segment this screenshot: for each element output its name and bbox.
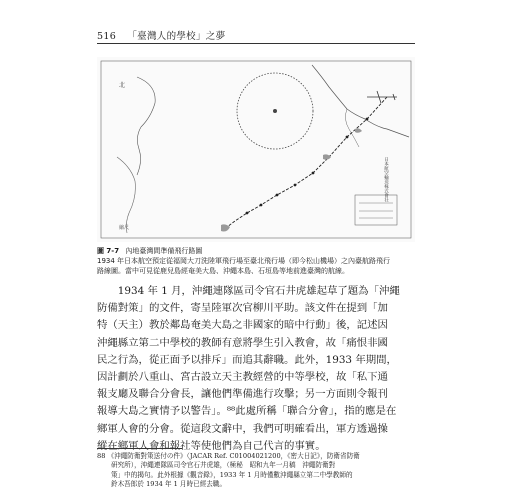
body-line: 1934 年 1 月，沖繩連隊區司令官石井虎雄起草了題為「沖繩: [117, 285, 400, 297]
body-line: 特（天主）教於鄰島奄美大島之非國家的暗中行動」後，記述因: [97, 319, 388, 332]
body-line: 民之行為，從正面予以排斥」而追其辭職。此外，1933 年期間，: [97, 353, 397, 366]
map-scale-note: 縮尺: [119, 225, 130, 231]
page-number: 516: [97, 31, 117, 42]
figure-title: 內地臺灣間準備飛行路圖: [125, 247, 203, 255]
figure-caption: [97, 246, 417, 276]
footnote-line: 88 《沖繩防衛對策送付の件》（JACAR Ref. C01004021200，《密大日記》，防衛省防衛: [97, 452, 360, 460]
map-north-note: 北: [119, 82, 126, 89]
body-line: 防備對策」的文件，寄呈陸軍次官柳川平助。該文件在提到「加: [97, 302, 388, 315]
body-line: 因計劃於八重山、宮古設立天主教經營的中等學校，故「私下通: [97, 371, 388, 384]
running-header: [97, 28, 225, 42]
figure-number: 圖 7-7: [97, 247, 120, 255]
footnote-line: 鈴木吾郎於 1934 年 1 月時已經去職。: [111, 480, 227, 489]
flight-route-map: [97, 57, 415, 242]
footnote-line: 研究所），沖繩連隊區司令官石井虎雄，（極秘 昭和九年一月稿 沖繩防衛對: [111, 461, 336, 470]
body-line: 鄉軍人會的分會。從這段文辭中，我們可明確看出，軍方透過操: [97, 422, 388, 435]
footnote: [97, 452, 417, 490]
running-title: 「臺灣人的學校」之夢: [127, 31, 226, 42]
footnote-rule: [97, 448, 182, 449]
caption-line: 1934 年日本航空預定從福岡大刀洗陸軍飛行場至臺北飛行場（即今松山機場）之內臺航路飛行: [97, 257, 391, 265]
body-line: 報導大島之實情予以警告」。⁸⁸此處所稱「聯合分會」，指的應是在: [97, 405, 397, 418]
header-rule: [97, 43, 415, 44]
body-line: 縱在鄉軍人會和報社等使他們為自己代言的事實。: [97, 439, 326, 452]
body-paragraph: [97, 283, 417, 455]
airplane-icon: [367, 91, 397, 103]
caption-line: 路線圖。當中可見從鹿兒島經奄美大島、沖繩本島、石垣島等地前進臺灣的航線。: [97, 267, 349, 275]
body-line: 報支廳及聯合分會長，讓他們準備進行攻擊；另一方面則令報刊: [97, 388, 388, 401]
map-legend: 日本航空輸送株式會社: [383, 157, 389, 202]
footnote-line: 策」中的揭句。此外根據《觀音錄》，1933 年 1 月時僅數沖繩縣立第二中學教師的: [111, 470, 353, 479]
body-line: 沖繩縣立第二中學校的教師有意將學生引入教會，故「痛恨非國: [97, 336, 388, 349]
map-drawing: [97, 57, 415, 242]
